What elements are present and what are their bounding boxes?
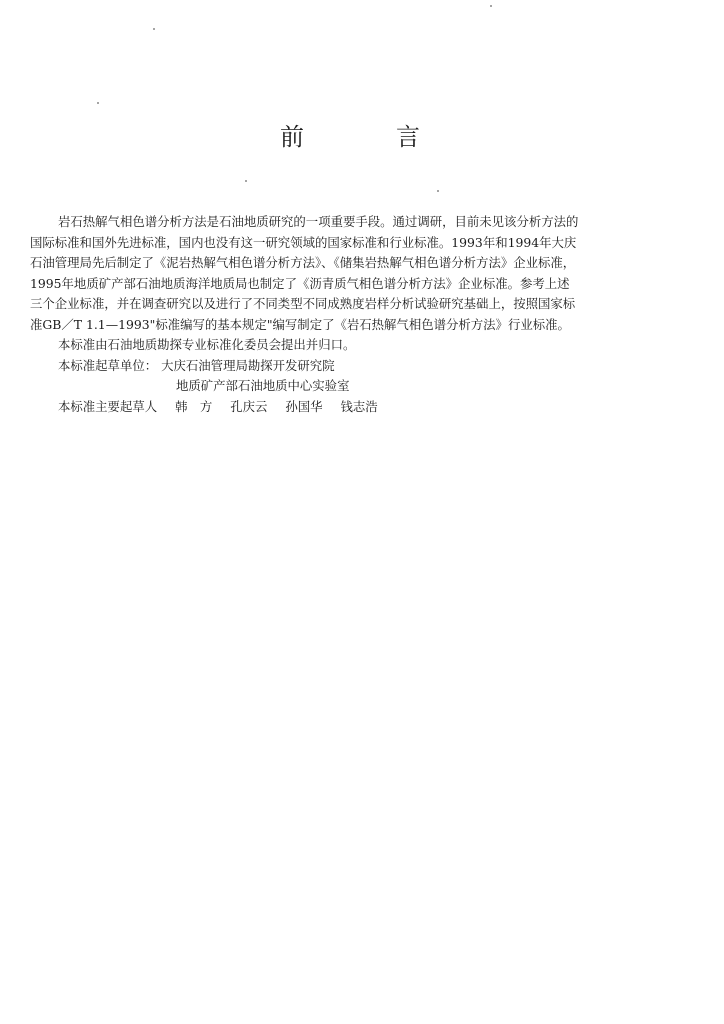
paragraph-1 [30, 212, 680, 335]
drafting-unit-1: 大庆石油管理局勘探开发研究院 [161, 357, 335, 373]
drafter-name: 孔庆云 [230, 398, 268, 414]
paragraph-1-line-3: 石油管理局先后制定了《泥岩热解气相色谱分析方法》、《储集岩热解气相色谱分析方法》企业标准， [30, 255, 576, 270]
drafting-units-row [30, 356, 680, 377]
paragraph-1-line-5: 三个企业标准，并在调查研究以及进行了不同类型不同成熟度岩样分析试验研究基础上，按照国家标 [30, 296, 576, 311]
scan-speck [153, 28, 155, 30]
scan-speck [437, 190, 439, 192]
drafter-name: 韩 方 [175, 398, 213, 414]
drafting-unit-2: 地质矿产部石油地质中心实验室 [176, 378, 350, 393]
paragraph-1-line-2: 国际标准和国外先进标准，国内也没有这一研究领域的国家标准和行业标准。1993年和1994年大庆 [30, 234, 577, 250]
scan-speck [490, 5, 492, 7]
title-char-1: 前 [280, 123, 304, 151]
title-char-2: 言 [396, 123, 420, 151]
paragraph-1-line-4: 1995年地质矿产部石油地质海洋地质局也制定了《沥青质气相色谱分析方法》企业标准。参考上述 [30, 275, 570, 291]
paragraph-1-line-6: 准GB／T 1.1—1993"标准编写的基本规定"编写制定了《岩石热解气相色谱分析方法》行业标准。 [30, 316, 570, 332]
foreword-body [30, 212, 680, 417]
scan-speck [97, 102, 99, 104]
drafter-name: 钱志浩 [340, 398, 378, 414]
paragraph-2: 本标准由石油地质勘探专业标准化委员会提出并归口。 [58, 337, 356, 352]
scan-speck [245, 180, 247, 182]
drafters-row [30, 397, 680, 418]
paragraph-1-line-1: 岩石热解气相色谱分析方法是石油地质研究的一项重要手段。通过调研，目前未见该分析方法的 [58, 214, 579, 229]
drafter-name: 孙国华 [285, 398, 323, 414]
drafting-units-label: 本标准起草单位： [58, 357, 158, 373]
drafters-label: 本标准主要起草人 [58, 398, 158, 414]
